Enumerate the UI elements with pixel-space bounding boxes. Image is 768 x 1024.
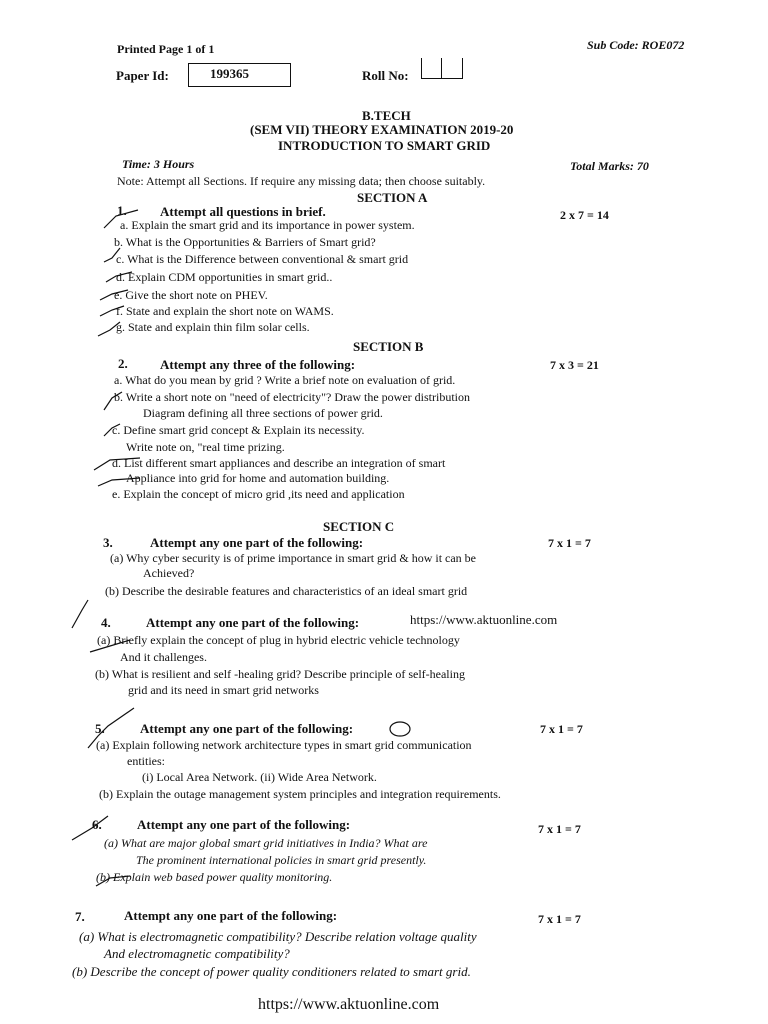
section-a-heading: SECTION A	[357, 190, 428, 205]
q4-line-a: (a) Briefly explain the concept of plug in hybrid electric vehicle technology	[97, 633, 460, 647]
q2-line-b: b. Write a short note on "need of electricity"? Draw the power distribution	[114, 390, 470, 404]
q7-line-a: (a) What is electromagnetic compatibility? Describe relation voltage quality	[79, 929, 477, 944]
footer-url: https://www.aktuonline.com	[258, 996, 440, 1013]
q2-marks: 7 x 3 = 21	[550, 358, 599, 372]
section-c-heading: SECTION C	[323, 519, 395, 534]
q1-instruction: Attempt all questions in brief.	[160, 204, 326, 219]
q1-item-f: f. State and explain the short note on WAMS.	[116, 304, 334, 318]
q2-instruction: Attempt any three of the following:	[160, 357, 356, 372]
q2-line-b2: Diagram defining all three sections of power grid.	[143, 406, 383, 420]
q2-line-e: e. Explain the concept of micro grid ,its need and application	[112, 487, 405, 501]
q6-line-b: (b) Explain web based power quality monitoring.	[96, 870, 333, 884]
time-label: Time: 3 Hours	[122, 157, 195, 171]
q3-line-b: (b) Describe the desirable features and characteristics of an ideal smart grid	[105, 584, 468, 598]
q3-number: 3.	[103, 535, 113, 550]
q4-line-b2: grid and its need in smart grid networks	[128, 683, 319, 697]
q6-line-a2: The prominent international policies in smart grid presently.	[136, 853, 427, 867]
q4-line-b: (b) What is resilient and self -healing grid? Describe principle of self-healing	[95, 667, 465, 681]
title-exam: (SEM VII) THEORY EXAMINATION 2019-20	[250, 122, 514, 137]
q2-number: 2.	[118, 356, 128, 371]
q5-number: 5.	[95, 721, 105, 736]
title-subject: INTRODUCTION TO SMART GRID	[278, 138, 491, 153]
q1-item-g: g. State and explain thin film solar cells.	[116, 320, 310, 334]
q4-line-a2: And it challenges.	[120, 650, 207, 664]
note: Note: Attempt all Sections. If require any missing data; then choose suitably.	[117, 174, 486, 188]
q2-line-a: a. What do you mean by grid ? Write a brief note on evaluation of grid.	[114, 373, 456, 387]
q1-marks: 2 x 7 = 14	[560, 208, 609, 222]
q5-line-b: (b) Explain the outage management system principles and integration requirements.	[99, 787, 501, 801]
q2-line-c2: Write note on, "real time prizing.	[126, 440, 285, 454]
printed-page-label: Printed Page 1 of 1	[117, 42, 215, 56]
q4-number: 4.	[101, 615, 111, 630]
q6-instruction: Attempt any one part of the following:	[137, 817, 351, 832]
q1-item-c: c. What is the Difference between conventional & smart grid	[116, 252, 409, 266]
q3-instruction: Attempt any one part of the following:	[150, 535, 364, 550]
q4-instruction: Attempt any one part of the following:	[146, 615, 360, 630]
q2-line-d: d. List different smart appliances and describe an integration of smart	[112, 456, 446, 470]
q6-line-a: (a) What are major global smart grid initiatives in India? What are	[104, 836, 428, 850]
q1-item-d: d. Explain CDM opportunities in smart grid..	[116, 270, 333, 284]
q7-instruction: Attempt any one part of the following:	[124, 908, 338, 923]
q7-line-a2: And electromagnetic compatibility?	[104, 946, 290, 961]
q2-line-d2: Appliance into grid for home and automation building.	[126, 471, 390, 485]
total-marks: Total Marks: 70	[570, 159, 649, 173]
q7-number: 7.	[75, 909, 85, 924]
roll-no-label: Roll No:	[362, 68, 409, 83]
q5-line-a3: (i) Local Area Network. (ii) Wide Area Network.	[142, 770, 377, 784]
sub-code: Sub Code: ROE072	[587, 38, 685, 52]
section-b-heading: SECTION B	[353, 339, 424, 354]
q3-line-a2: Achieved?	[143, 566, 195, 580]
title-btech: B.TECH	[362, 108, 411, 123]
q7-line-b: (b) Describe the concept of power quality conditioners related to smart grid.	[72, 964, 471, 979]
q6-number: 6.	[92, 817, 102, 832]
paper-id-value: 199365	[210, 66, 249, 81]
q5-instruction: Attempt any one part of the following:	[140, 721, 354, 736]
q5-marks: 7 x 1 = 7	[540, 722, 583, 736]
q3-line-a: (a) Why cyber security is of prime importance in smart grid & how it can be	[110, 551, 476, 565]
q1-item-e: e. Give the short note on PHEV.	[114, 288, 268, 302]
q5-line-a2: entities:	[127, 754, 165, 768]
q2-line-c: c. Define smart grid concept & Explain its necessity.	[112, 423, 365, 437]
paper-id-label: Paper Id:	[116, 68, 169, 83]
middle-url: https://www.aktuonline.com	[410, 612, 558, 627]
q5-line-a: (a) Explain following network architecture types in smart grid communication	[96, 738, 472, 752]
q7-marks: 7 x 1 = 7	[538, 912, 581, 926]
q6-marks: 7 x 1 = 7	[538, 822, 581, 836]
q1-item-b: b. What is the Opportunities & Barriers of Smart grid?	[114, 235, 376, 249]
q1-item-a: a. Explain the smart grid and its importance in power system.	[120, 218, 415, 232]
q1-number: 1.	[117, 203, 127, 218]
q3-marks: 7 x 1 = 7	[548, 536, 591, 550]
